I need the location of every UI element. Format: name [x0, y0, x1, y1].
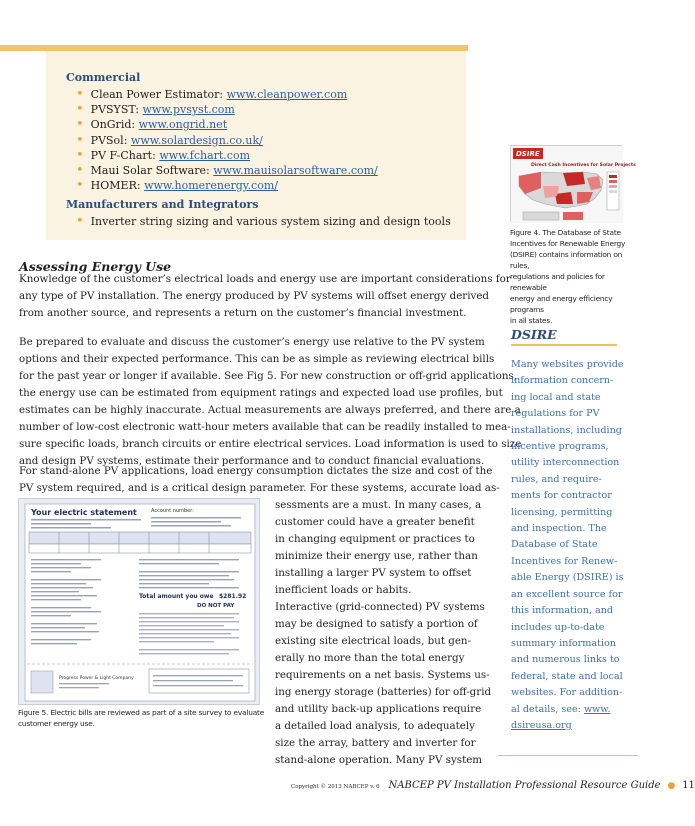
list-item: • PV F-Chart: www.fchart.com — [76, 148, 378, 163]
ongrid-link[interactable]: www.ongrid.net — [138, 118, 228, 132]
bill-do-not-pay: DO NOT PAY — [197, 603, 235, 609]
paragraph-1: Knowledge of the customer’s electrical loads and energy use are important considerations for any type of PV installation. The energy produced by PV systems will offset energy derived from another source, and represents a return on the customer’s financial investment. — [19, 273, 511, 319]
figure-4-caption: Figure 4. The Database of State Incentives for Renewable Energy (DSIRE) contains information on rules, regulations and policies for renewable energy and energy efficiency programs in all states. — [510, 228, 626, 325]
mauisolar-link[interactable]: www.mauisolarsoftware.com/ — [213, 164, 378, 178]
list-item: • Maui Solar Software: www.mauisolarsoftware.com/ — [76, 163, 378, 178]
list-item: • OnGrid: www.ongrid.net — [76, 117, 378, 132]
paragraph-4: Interactive (grid-connected) PV systems may be designed to satisfy a portion of existing site electrical loads, but gen- erally no more than the total energy requirements on a net basis. Systems us- ing energy storage (batteries) for off-grid and utility back-up applications require a detailed load analysis, to adequately size the array, battery and inverter for stand-alone operation. Many PV system — [275, 601, 492, 766]
dsire-map-graphic — [511, 146, 636, 223]
dsire-link-part1[interactable]: www. — [583, 703, 611, 715]
electric-bill-graphic — [19, 499, 261, 706]
list-item: • HOMER: www.homerenergy.com/ — [76, 178, 378, 193]
commercial-heading: Commercial — [66, 71, 141, 84]
paragraph-3: For stand-alone PV applications, load energy consumption dictates the size and cost of the PV system required, and is a critical design parameter. For these systems, accurate load as- — [19, 465, 500, 494]
list-item: • Inverter string sizing and various system sizing and design tools — [76, 214, 451, 229]
figure-5-caption: Figure 5. Electric bills are reviewed as part of a site survey to evaluate customer energy use. — [18, 708, 265, 728]
bill-company: Progress Power & Light Company — [59, 676, 134, 681]
homer-link[interactable]: www.homerenergy.com/ — [144, 179, 278, 193]
list-item: • PVSYST: www.pvsyst.com — [76, 102, 378, 117]
commercial-list — [76, 87, 378, 193]
dsire-link-part2[interactable]: dsireusa.org — [511, 719, 572, 731]
bill-title: Your electric statement — [31, 508, 137, 517]
manufacturers-list — [76, 214, 451, 229]
dsire-map-image — [510, 145, 636, 222]
footer-copyright: Copyright © 2013 NABCEP v. 6 — [291, 784, 380, 790]
manufacturers-heading: Manufacturers and Integrators — [66, 198, 259, 211]
paragraph-2: Be prepared to evaluate and discuss the customer’s energy use relative to the PV system options and their expected performance. This can be as simple as reviewing electrical bills for the past year or longer if available. See Fig 5. For new construction or off-grid applications, the energy use can be estimated from equipment ratings and expected load use profiles, but estimates can be highly inaccurate. Actual measurements are always preferred, and there are a number of low-cost electronic watt-hour meters available that can be readily installed to mea- sure specific loads, branch circuits or entire electrical services. Load information is used to size and design PV systems, estimate their performance and to conduct financial evaluations. — [19, 336, 522, 467]
dsire-heading-rule — [511, 344, 617, 346]
list-item: • Clean Power Estimator: www.cleanpower.com — [76, 87, 378, 102]
pvsol-link[interactable]: www.solardesign.co.uk/ — [130, 133, 263, 147]
sidebar-bottom-rule — [498, 755, 638, 756]
dsire-sidebar-text: Many websites provide information concern- ing local and state regulations for PV installations, including incentive programs, utility interconnection rules, and require- ments for contractor licensing, permitting and inspection. The Database of State Incentives for Renew- able Energy (DSIRE) is an excellent source for this information, and includes up-to-date summary information and numerous links to federal, state and local websites. For addition- al details, see: www. dsireusa.org — [511, 359, 624, 731]
fchart-link[interactable]: www.fchart.com — [159, 148, 251, 162]
footer-bullet-icon: ● — [667, 781, 676, 791]
dsire-logo-text: DSIRE — [516, 150, 540, 158]
footer-guide-title: NABCEP PV Installation Professional Resource Guide — [388, 780, 661, 791]
bill-account-label: Account number: — [151, 508, 194, 514]
list-item: • PVSol: www.solardesign.co.uk/ — [76, 133, 378, 148]
electric-bill-image — [18, 498, 260, 705]
cleanpower-link[interactable]: www.cleanpower.com — [226, 88, 348, 101]
bill-total-value: $281.92 — [219, 593, 247, 600]
bill-total-label: Total amount you owe — [139, 593, 214, 600]
dsire-sidebar-heading: DSIRE — [511, 327, 557, 342]
page-footer — [291, 780, 695, 791]
pvsyst-link[interactable]: www.pvsyst.com — [142, 103, 235, 117]
paragraph-3-wrap: sessments are a must. In many cases, a customer could have a greater benefit in changing equipment or practices to minimize their energy use, rather than installing a larger PV system to offset inefficient loads or habits. — [275, 499, 482, 596]
page-number: 11 — [682, 780, 695, 791]
assessing-energy-heading: Assessing Energy Use — [19, 259, 172, 274]
dsire-map-subtitle: Direct Cash Incentives for Solar Projects — [531, 163, 636, 168]
